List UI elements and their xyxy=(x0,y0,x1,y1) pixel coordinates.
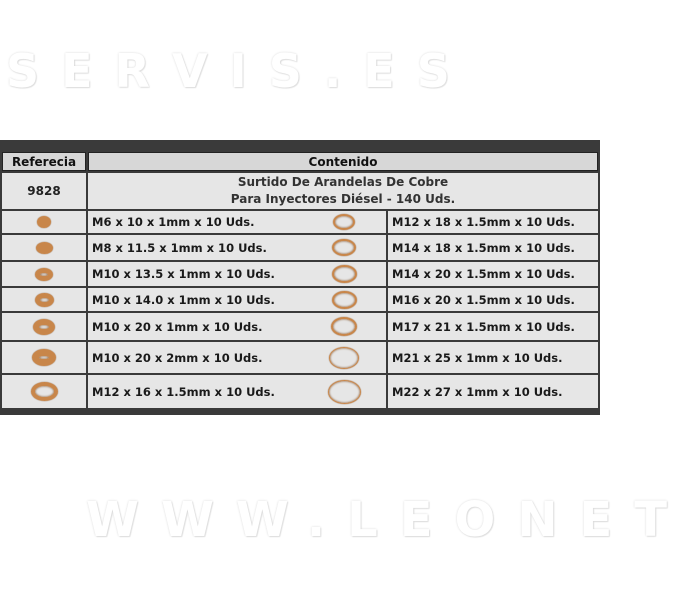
copper-washer-icon xyxy=(35,293,54,307)
left-size-cell xyxy=(88,235,302,260)
washer-size-label: M6 x 10 x 1mm x 10 Uds. xyxy=(92,215,255,229)
table-row xyxy=(2,313,598,340)
left-size-cell xyxy=(88,211,302,233)
right-washer-cell xyxy=(302,375,386,408)
copper-washer-icon xyxy=(328,380,361,404)
copper-washer-icon xyxy=(332,239,356,256)
copper-washer-icon xyxy=(329,347,359,369)
right-size-cell xyxy=(388,211,598,233)
table-row xyxy=(2,288,598,311)
copper-washer-icon xyxy=(37,216,51,228)
left-washer-cell xyxy=(2,288,86,311)
left-size-cell xyxy=(88,375,302,408)
right-size-cell xyxy=(388,342,598,373)
washer-size-label: M10 x 13.5 x 1mm x 10 Uds. xyxy=(92,267,275,281)
header-content: Contenido xyxy=(88,152,598,171)
watermark-bottom: WWW.LEONET xyxy=(86,492,689,548)
left-washer-cell xyxy=(2,342,86,373)
washer-size-label: M17 x 21 x 1.5mm x 10 Uds. xyxy=(392,319,575,334)
description-line-1: Surtido De Arandelas De Cobre xyxy=(237,175,449,189)
copper-washer-icon xyxy=(331,317,357,336)
copper-washer-icon xyxy=(333,214,355,230)
left-washer-cell xyxy=(2,211,86,233)
right-washer-cell xyxy=(302,262,386,286)
washer-size-label: M14 x 20 x 1.5mm x 10 Uds. xyxy=(392,267,575,281)
table-row xyxy=(2,235,598,260)
copper-washer-icon xyxy=(32,349,56,366)
washer-size-label: M12 x 18 x 1.5mm x 10 Uds. xyxy=(392,215,575,229)
left-size-cell xyxy=(88,288,302,311)
table-row xyxy=(2,375,598,408)
right-size-cell xyxy=(388,262,598,286)
description-row xyxy=(2,173,598,209)
left-size-cell xyxy=(88,342,302,373)
left-washer-cell xyxy=(2,375,86,408)
washer-size-label: M12 x 16 x 1.5mm x 10 Uds. xyxy=(92,384,275,399)
copper-washer-icon xyxy=(332,265,357,283)
left-washer-cell xyxy=(2,313,86,340)
washer-size-label: M10 x 20 x 2mm x 10 Uds. xyxy=(92,350,263,365)
left-size-cell xyxy=(88,262,302,286)
copper-washer-icon xyxy=(31,382,58,401)
table-row xyxy=(2,262,598,286)
right-size-cell xyxy=(388,288,598,311)
header-reference: Referecia xyxy=(2,152,86,171)
left-washer-cell xyxy=(2,235,86,260)
copper-washer-icon xyxy=(36,242,53,254)
right-washer-cell xyxy=(302,313,386,340)
washer-size-label: M10 x 14.0 x 1mm x 10 Uds. xyxy=(92,292,275,307)
left-size-cell xyxy=(88,313,302,340)
table-row xyxy=(2,342,598,373)
table-row xyxy=(2,211,598,233)
right-size-cell xyxy=(388,375,598,408)
copper-washer-icon xyxy=(35,268,53,281)
description xyxy=(88,173,598,209)
right-washer-cell xyxy=(302,342,386,373)
washer-size-label: M10 x 20 x 1mm x 10 Uds. xyxy=(92,319,263,334)
washer-size-label: M8 x 11.5 x 1mm x 10 Uds. xyxy=(92,240,267,255)
right-size-cell xyxy=(388,313,598,340)
right-washer-cell xyxy=(302,288,386,311)
right-washer-cell xyxy=(302,235,386,260)
reference-code: 9828 xyxy=(2,173,86,209)
watermark-top: SERVIS.ES xyxy=(6,44,472,98)
description-line-2: Para Inyectores Diésel - 140 Uds. xyxy=(230,192,456,206)
washer-size-label: M21 x 25 x 1mm x 10 Uds. xyxy=(392,350,563,365)
right-size-cell xyxy=(388,235,598,260)
washer-size-label: M22 x 27 x 1mm x 10 Uds. xyxy=(392,384,563,399)
right-washer-cell xyxy=(302,211,386,233)
left-washer-cell xyxy=(2,262,86,286)
copper-washer-icon xyxy=(332,291,357,309)
washer-size-label: M16 x 20 x 1.5mm x 10 Uds. xyxy=(392,292,575,307)
washer-size-label: M14 x 18 x 1.5mm x 10 Uds. xyxy=(392,240,575,255)
copper-washer-icon xyxy=(33,319,55,335)
